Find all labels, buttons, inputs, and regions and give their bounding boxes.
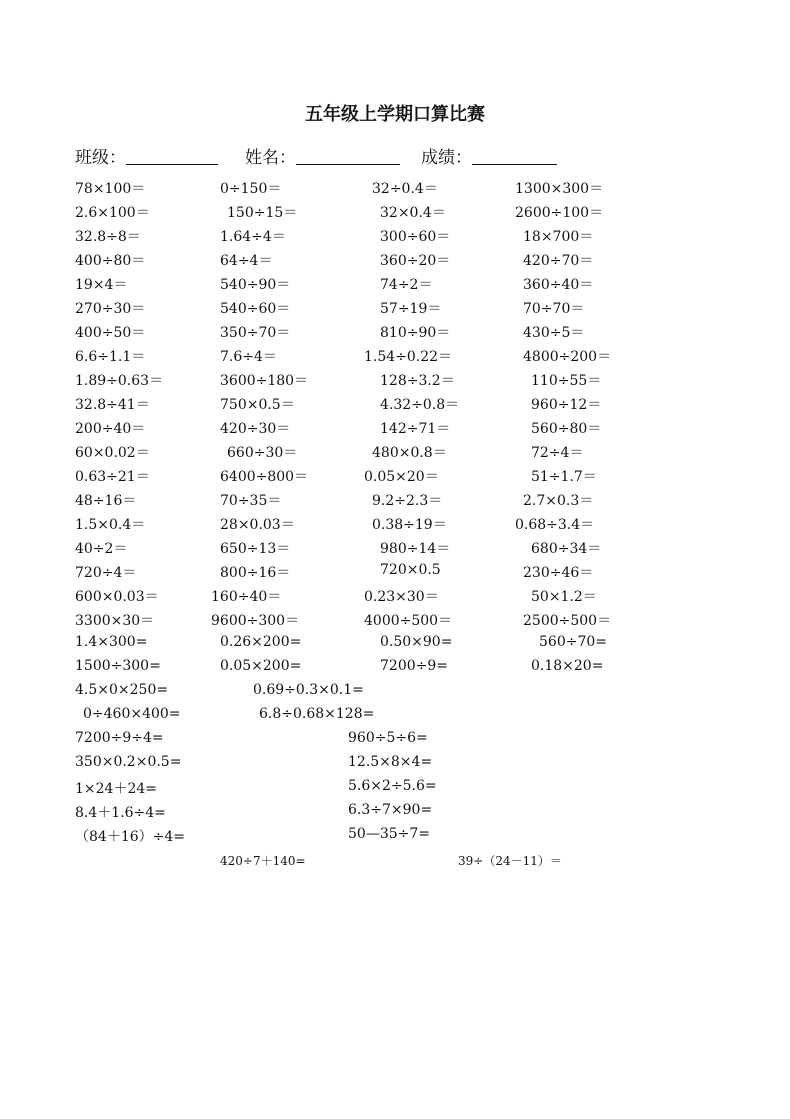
problem-cell: 2.6×100＝ xyxy=(75,205,150,221)
class-label: 班级： xyxy=(75,148,126,168)
problem-cell: 0÷150＝ xyxy=(220,181,282,197)
problem-cell: 64÷4＝ xyxy=(220,253,273,269)
problem-cell: 270÷30＝ xyxy=(75,301,146,317)
problem-cell: 480×0.8＝ xyxy=(372,445,447,461)
class-field[interactable] xyxy=(75,143,218,168)
problem-cell: 420÷70＝ xyxy=(523,253,594,269)
class-blank[interactable] xyxy=(126,148,218,165)
name-label: 姓名： xyxy=(245,148,296,168)
problem-cell: 7200÷9= xyxy=(380,658,448,674)
problem-cell: 128÷3.2＝ xyxy=(380,373,455,389)
problem-cell: 2600÷100＝ xyxy=(515,205,604,221)
problem-cell: 18×700＝ xyxy=(523,229,594,245)
problem-cell: 1.54÷0.22＝ xyxy=(364,349,453,365)
problem-cell: 4.32÷0.8＝ xyxy=(380,397,460,413)
mixed-problem-cell: 5.6×2÷5.6= xyxy=(348,778,437,794)
name-blank[interactable] xyxy=(296,148,400,165)
mixed-problem-cell: 4.5×0×250= xyxy=(75,682,169,698)
problem-cell: 2.7×0.3＝ xyxy=(523,493,594,509)
mixed-problem-cell: 960÷5÷6= xyxy=(348,730,428,746)
problem-cell: 560÷80＝ xyxy=(531,421,602,437)
mixed-problem-cell: 12.5×8×4= xyxy=(348,754,433,770)
mixed-problem-cell: 6.3÷7×90= xyxy=(348,802,433,818)
problem-cell: 1.64÷4＝ xyxy=(220,229,286,245)
problem-cell: 51÷1.7＝ xyxy=(531,469,597,485)
problem-cell: 4800÷200＝ xyxy=(523,349,612,365)
problem-cell: 810÷90＝ xyxy=(380,325,451,341)
problem-cell: 540÷90＝ xyxy=(220,277,291,293)
problem-cell: 230÷46＝ xyxy=(523,565,594,581)
problem-cell: 70÷70＝ xyxy=(523,301,585,317)
problem-cell: 0.05×200= xyxy=(220,658,302,674)
mixed-problem-cell: 350×0.2×0.5= xyxy=(75,754,182,770)
problem-cell: 1.5×0.4＝ xyxy=(75,517,146,533)
problem-cell: 430÷5＝ xyxy=(523,325,585,341)
problem-cell: 540÷60＝ xyxy=(220,301,291,317)
problem-cell: 400÷50＝ xyxy=(75,325,146,341)
problem-cell: 40÷2＝ xyxy=(75,541,128,557)
problem-cell: 7.6÷4＝ xyxy=(220,349,277,365)
problem-cell: 70÷35＝ xyxy=(220,493,282,509)
problem-cell: 50×1.2＝ xyxy=(531,589,597,605)
problem-cell: 0.63÷21＝ xyxy=(75,469,150,485)
problem-cell: 57÷19＝ xyxy=(380,301,442,317)
problem-cell: 1300×300＝ xyxy=(515,181,604,197)
problem-cell: 9600÷300＝ xyxy=(211,613,300,629)
score-blank[interactable] xyxy=(472,148,557,165)
problem-cell: 32.8÷8＝ xyxy=(75,229,141,245)
problem-cell: 0.50×90= xyxy=(380,634,453,650)
score-label: 成绩： xyxy=(421,148,472,168)
problem-cell: 660÷30＝ xyxy=(227,445,298,461)
mixed-problem-cell: 0÷460×400= xyxy=(83,706,181,722)
problem-cell: 72÷4＝ xyxy=(531,445,584,461)
name-field[interactable] xyxy=(245,143,400,168)
problem-cell: 142÷71＝ xyxy=(380,421,451,437)
problem-cell: 200÷40＝ xyxy=(75,421,146,437)
problem-cell: 19×4＝ xyxy=(75,277,128,293)
mixed-problem-cell: 7200÷9÷4= xyxy=(75,730,164,746)
final-problem-cell: 420÷7＋140= xyxy=(220,854,306,868)
problem-cell: 4000÷500＝ xyxy=(364,613,453,629)
problem-cell: 110÷55＝ xyxy=(531,373,602,389)
problem-cell: 160÷40＝ xyxy=(211,589,282,605)
problem-cell: 350÷70＝ xyxy=(220,325,291,341)
problem-cell: 0.26×200= xyxy=(220,634,302,650)
problem-cell: 960÷12＝ xyxy=(531,397,602,413)
problem-cell: 6.6÷1.1＝ xyxy=(75,349,146,365)
problem-cell: 32.8÷41＝ xyxy=(75,397,150,413)
problem-cell: 420÷30＝ xyxy=(220,421,291,437)
problem-cell: 0.18×20= xyxy=(531,658,604,674)
problem-cell: 0.23×30＝ xyxy=(364,589,439,605)
problem-cell: 720×0.5 xyxy=(380,562,441,578)
mixed-problem-cell: （84＋16）÷4= xyxy=(75,829,185,845)
problem-cell: 360÷20＝ xyxy=(380,253,451,269)
problem-cell: 750×0.5＝ xyxy=(220,397,295,413)
problem-cell: 300÷60＝ xyxy=(380,229,451,245)
problem-cell: 0.68÷3.4＝ xyxy=(515,517,595,533)
problem-cell: 720÷4＝ xyxy=(75,565,137,581)
mixed-problem-cell: 1×24＋24= xyxy=(75,781,157,797)
problem-cell: 48÷16＝ xyxy=(75,493,137,509)
problem-cell: 9.2÷2.3＝ xyxy=(372,493,443,509)
final-problem-cell: 39÷（24－11）＝ xyxy=(458,854,562,868)
problem-cell: 1.4×300= xyxy=(75,634,148,650)
problem-cell: 650÷13＝ xyxy=(220,541,291,557)
mixed-problem-cell: 0.69÷0.3×0.1= xyxy=(253,682,364,698)
problem-cell: 600×0.03＝ xyxy=(75,589,159,605)
problem-cell: 680÷34＝ xyxy=(531,541,602,557)
problem-cell: 980÷14＝ xyxy=(380,541,451,557)
problem-cell: 400÷80＝ xyxy=(75,253,146,269)
problem-cell: 60×0.02＝ xyxy=(75,445,150,461)
problem-cell: 28×0.03＝ xyxy=(220,517,295,533)
page-title: 五年级上学期口算比赛 xyxy=(305,104,485,125)
problem-cell: 3600÷180＝ xyxy=(220,373,309,389)
problem-cell: 32÷0.4＝ xyxy=(372,181,438,197)
score-field[interactable] xyxy=(421,143,557,168)
mixed-problem-cell: 6.8÷0.68×128= xyxy=(259,706,375,722)
problem-cell: 0.38÷19＝ xyxy=(372,517,447,533)
mixed-problem-cell: 50—35÷7= xyxy=(348,826,430,842)
problem-cell: 74÷2＝ xyxy=(380,277,433,293)
problem-cell: 1500÷300= xyxy=(75,658,161,674)
problem-cell: 78×100＝ xyxy=(75,181,146,197)
problem-cell: 800÷16＝ xyxy=(220,565,291,581)
problem-cell: 360÷40＝ xyxy=(523,277,594,293)
problem-cell: 150÷15＝ xyxy=(227,205,298,221)
problem-cell: 1.89÷0.63＝ xyxy=(75,373,164,389)
problem-cell: 32×0.4＝ xyxy=(380,205,446,221)
mixed-problem-cell: 8.4＋1.6÷4= xyxy=(75,805,166,821)
problem-cell: 3300×30＝ xyxy=(75,613,155,629)
problem-cell: 2500÷500＝ xyxy=(523,613,612,629)
problem-cell: 0.05×20＝ xyxy=(364,469,439,485)
problem-cell: 560÷70= xyxy=(539,634,607,650)
problem-cell: 6400÷800＝ xyxy=(220,469,309,485)
